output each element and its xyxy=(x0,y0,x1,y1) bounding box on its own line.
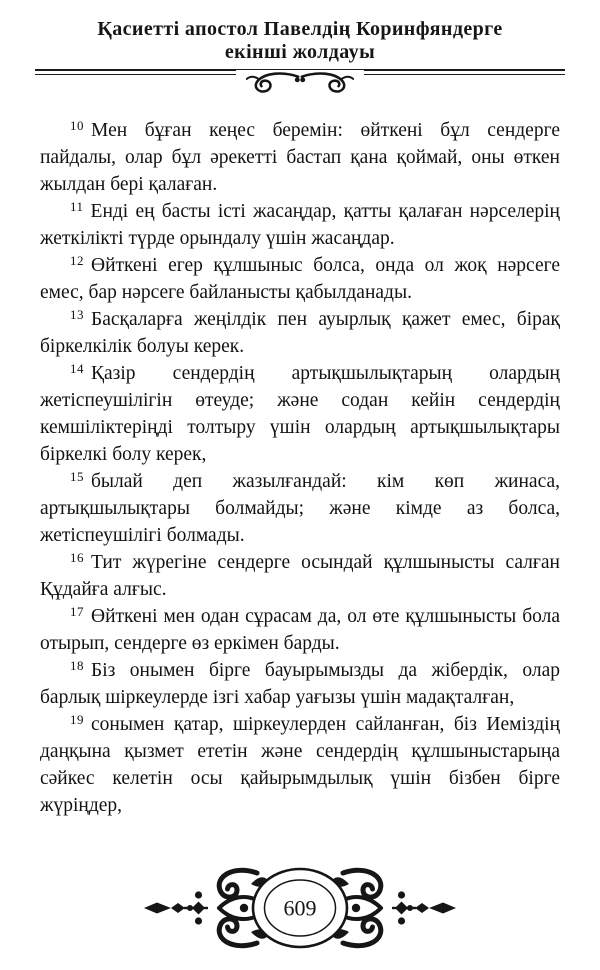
verse-paragraph xyxy=(40,252,560,306)
verse-text: Өйткені мен одан сұрасам да, ол өте құлшынысты бола отырып, сендерге өз еркімен барды. xyxy=(40,606,560,654)
verse-paragraph xyxy=(40,117,560,198)
verse-number: 13 xyxy=(70,307,84,323)
page-footer xyxy=(0,858,600,958)
verse-number: 18 xyxy=(70,658,84,674)
page-title xyxy=(0,18,600,64)
title-line-1: Қасиетті апостол Павелдің Коринфяндерге xyxy=(97,18,503,40)
verse-paragraph xyxy=(40,468,560,549)
verse-paragraph xyxy=(40,603,560,657)
scripture-text xyxy=(40,117,560,819)
header-rule-area xyxy=(35,69,565,99)
verse-text: Өйткені егер құлшыныс болса, онда ол жоқ нәрсеге емес, бар нәрсеге байланысты қабылданады. xyxy=(40,255,560,303)
verse-number: 19 xyxy=(70,712,84,728)
verse-number: 17 xyxy=(70,604,84,620)
verse-number: 16 xyxy=(70,550,84,566)
verse-paragraph xyxy=(40,711,560,819)
page-header xyxy=(0,0,600,99)
verse-number: 15 xyxy=(70,469,84,485)
verse-number: 11 xyxy=(70,199,84,215)
verse-paragraph xyxy=(40,198,560,252)
verse-text: былай деп жазылғандай: кім көп жинаса, артықшылықтары болмайды; және кімде аз болса, жетіспеушілігі болмады. xyxy=(40,471,560,546)
verse-number: 14 xyxy=(70,361,84,377)
scroll-ornament-icon xyxy=(236,70,364,96)
verse-text: Қазір сендердің артықшылықтарың олардың жетіспеушілігін өтеуде; және содан кейін сендердің кемшіліктеріңді толтыру үшін олардың артықшылықтары біркелкі болу керек, xyxy=(40,363,560,465)
verse-text: сонымен қатар, шіркеулерден сайланған, біз Иеміздің даңқына қызмет ететін және сендердің құлшыныстарыңа сәйкес келетін осы қайырымдылық үшін бізбен бірге жүріңдер, xyxy=(40,714,560,816)
title-line-2: екінші жолдауы xyxy=(224,41,376,63)
verse-text: Енді ең басты істі жасаңдар, қатты қалаған нәрселерің жеткілікті түрде орындалу үшін жасаңдар. xyxy=(40,201,560,249)
verse-text: Мен бұған кеңес беремін: өйткені бұл сендерге пайдалы, олар бұл әрекетті бастап қана қоймай, оны өткен жылдан бері қалаған. xyxy=(40,120,560,195)
verse-paragraph xyxy=(40,360,560,468)
verse-number: 10 xyxy=(70,118,84,134)
verse-text: Біз онымен бірге бауырымызды да жібердік, олар барлық шіркеулерде ізгі хабар уағызы үшін мадақталған, xyxy=(40,660,560,708)
verse-text: Тит жүрегіне сендерге осындай құлшынысты салған Құдайға алғыс. xyxy=(40,552,560,600)
verse-paragraph xyxy=(40,306,560,360)
verse-paragraph xyxy=(40,657,560,711)
verse-paragraph xyxy=(40,549,560,603)
verse-text: Басқаларға жеңілдік пен ауырлық қажет емес, бірақ біркелкілік болуы керек. xyxy=(40,309,560,357)
floral-cartouche-icon xyxy=(140,858,460,958)
verse-number: 12 xyxy=(70,253,84,269)
page-number: 609 xyxy=(283,895,317,921)
